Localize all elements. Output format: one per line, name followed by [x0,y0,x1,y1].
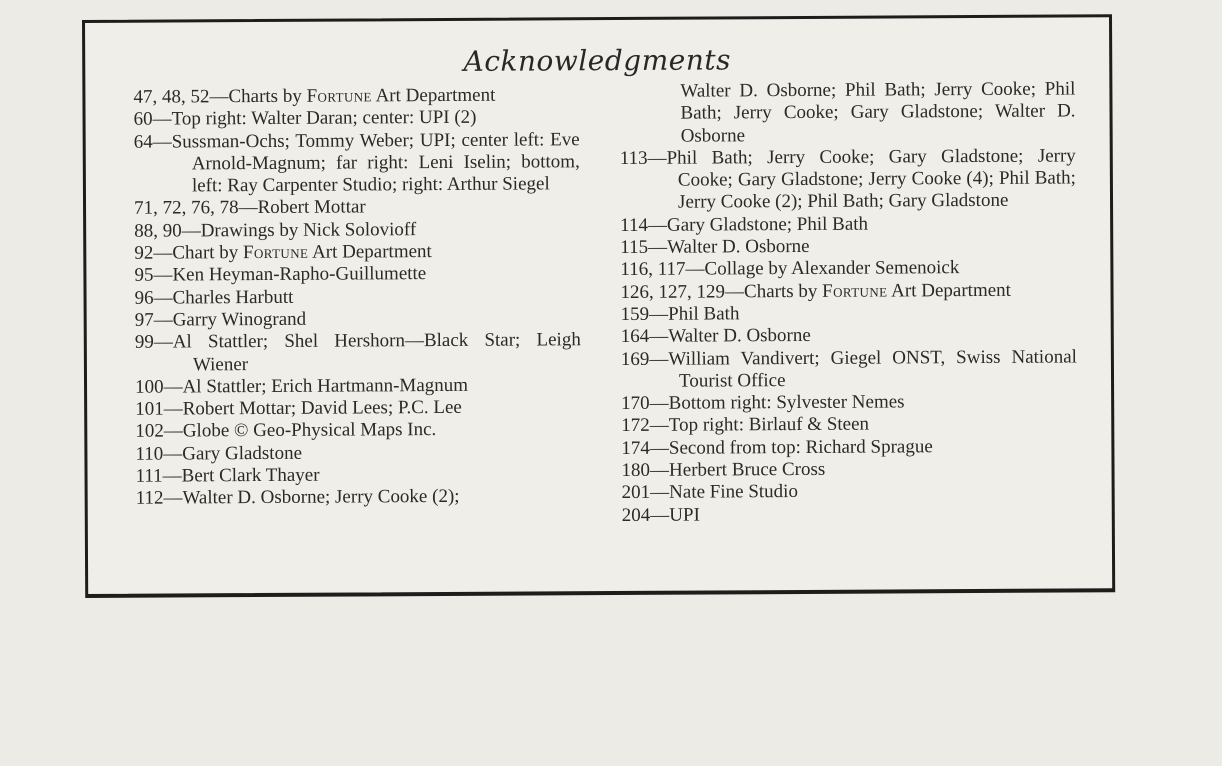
page-numbers: 113 [619,147,648,169]
page-numbers: 170 [621,392,650,415]
credit-text: Gary Gladstone; Phil Bath [666,213,869,236]
credit-entry: 95—Ken Heyman-Rapho-Guillumette [134,263,427,287]
credit-entry: 170—Bottom right: Sylvester Nemes [621,391,905,415]
credit-entry: 204—UPI [621,504,700,526]
page-numbers: 64 [133,131,153,153]
page-numbers: 172 [621,415,650,437]
credit-text: UPI [669,504,700,526]
credit-text: Nate Fine Studio [669,481,798,504]
credit-text: Bert Clark Thayer [181,464,320,487]
credit-text: Gary Gladstone [182,442,303,465]
credit-text: Robert Mottar [257,196,366,219]
credit-text: Top right: Walter Daran; center: UPI (2) [171,107,477,130]
page-title: Acknowledgments [463,43,732,78]
credit-text: Collage by Alexander Semenoick [704,257,960,280]
credit-entry: 110—Gary Gladstone [135,442,303,465]
page-numbers: 101 [135,398,164,420]
credit-text: Top right: Birlauf & Steen [668,414,870,437]
credit-text: Second from top: Richard Sprague [668,436,933,459]
credit-entry [619,78,1075,147]
credit-text: William Vandivert; Giegel ONST, Swiss National Tourist Office [668,346,1077,392]
credit-text: Herbert Bruce Cross [668,458,826,481]
page-numbers: 164 [620,326,650,348]
credit-text: Phil Bath [668,303,740,325]
page-numbers: 88, 90 [134,220,182,242]
page-numbers: 47, 48, 52 [133,86,210,108]
page-numbers: 174 [621,437,650,459]
credit-entry: 169—William Vandivert; Giegel ONST, Swiss National Tourist Office [620,346,1077,392]
credit-text-continued: Art Department [371,84,496,107]
credit-text: Globe © Geo-Physical Maps Inc. [182,419,437,442]
page-numbers: 111 [135,465,163,487]
credit-text: Charts by [228,85,307,108]
credit-entry: 126, 127, 129—Charts by Fortune Art Department [620,279,1011,303]
credit-entry: 101—Robert Mottar; David Lees; P.C. Lee [135,397,462,420]
page-numbers: 96 [134,287,154,309]
page-numbers: 97 [134,309,154,331]
credit-entry: 96—Charles Harbutt [134,286,294,309]
left-column [133,84,581,510]
page-numbers: 180 [621,459,651,482]
credit-text: Ken Heyman-Rapho-Guillumette [172,263,427,286]
page-numbers: 71, 72, 76, 78 [133,197,239,220]
credit-entry: 115—Walter D. Osborne [620,236,810,259]
page-numbers: 116, 117 [620,259,686,281]
credit-text: Garry Winogrand [172,308,307,331]
credit-entry: 60—Top right: Walter Daran; center: UPI (2) [133,107,477,131]
credit-entry: 174—Second from top: Richard Sprague [621,436,933,459]
page-numbers: 95 [134,264,154,287]
credit-entry: 164—Walter D. Osborne [620,325,811,348]
credit-entry: 111—Bert Clark Thayer [135,464,320,487]
credit-text: Walter D. Osborne; Phil Bath; Jerry Cooke; Phil Bath; Jerry Cooke; Gary Gladstone; Walter D. Osborne [680,78,1076,147]
page-numbers: 169 [620,348,650,370]
page-numbers: 159 [620,303,650,325]
credit-text: Al Stattler; Erich Hartmann-Magnum [182,374,469,398]
credit-entry: 159—Phil Bath [620,303,740,325]
page-numbers: 126, 127, 129 [620,281,726,303]
right-column [619,78,1077,526]
credit-entry: 116, 117—Collage by Alexander Semenoick [620,257,960,281]
credit-entry: 102—Globe © Geo-Physical Maps Inc. [135,419,437,443]
credit-text-continued: Art Department [308,241,432,263]
credit-entry: 172—Top right: Birlauf & Steen [621,414,870,437]
page-numbers: 112 [135,487,164,510]
page-numbers: 100 [134,376,164,398]
credit-text: Bottom right: Sylvester Nemes [668,391,905,414]
credit-text: Walter D. Osborne; Jerry Cooke (2); [182,486,460,509]
credit-text: Charts by [743,280,823,302]
credit-text: Drawings by Nick Solovioff [200,218,417,242]
credit-entry: 112—Walter D. Osborne; Jerry Cooke (2); [135,486,460,510]
credit-text: Chart by [172,242,244,264]
page-numbers: 201 [621,482,651,504]
credit-text: Charles Harbutt [172,286,294,309]
credit-text: Robert Mottar; David Lees; P.C. Lee [182,397,462,420]
credit-entry: 113—Phil Bath; Jerry Cooke; Gary Gladstone; Jerry Cooke; Gary Gladstone; Jerry Cooke (4); Phil Bath; Jerry Cooke (2); Phil Bath; Gary Gladstone [619,145,1076,214]
credit-text: Al Stattler; Shel Hershorn—Black Star; Leigh Wiener [172,329,581,375]
credit-entry: 99—Al Stattler; Shel Hershorn—Black Star; Leigh Wiener [134,329,581,375]
credit-text: Sussman-Ochs; Tommy Weber; UPI; center left: Eve Arnold-Magnum; far right: Leni Iselin; bottom, left: Ray Carpenter Studio; right: Arthur Siegel [171,128,580,197]
page-numbers: 110 [135,443,164,465]
page-numbers: 204 [621,504,651,526]
credit-entry: 92—Chart by Fortune Art Department [134,241,432,264]
page-numbers: 99 [134,331,154,353]
page-numbers: 60 [133,108,153,131]
credit-entry: 114—Gary Gladstone; Phil Bath [620,213,869,236]
page-numbers: 102 [135,421,164,443]
credit-entry: 71, 72, 76, 78—Robert Mottar [133,196,366,220]
credit-entry: 201—Nate Fine Studio [621,481,798,504]
page-numbers: 92 [134,242,154,264]
credit-entry: 100—Al Stattler; Erich Hartmann-Magnum [134,374,469,398]
credit-entry: 180—Herbert Bruce Cross [621,458,826,482]
magazine-name: Fortune [306,85,372,107]
credit-text-continued: Art Department [887,279,1011,302]
credit-entry: 88, 90—Drawings by Nick Solovioff [134,218,417,242]
credit-text: Walter D. Osborne [667,236,810,258]
acknowledgments-box [82,14,1115,598]
credit-entry: 64—Sussman-Ochs; Tommy Weber; UPI; center left: Eve Arnold-Magnum; far right: Leni Iselin; bottom, left: Ray Carpenter Studio; right: Arthur Siegel [133,128,580,197]
credit-entry: 47, 48, 52—Charts by Fortune Art Department [133,84,496,108]
credit-text: Walter D. Osborne [668,325,811,347]
page-numbers: 114 [620,214,649,236]
magazine-name: Fortune [242,241,309,264]
page-numbers: 115 [620,236,649,259]
credit-text: Phil Bath; Jerry Cooke; Gary Gladstone; Jerry Cooke; Gary Gladstone; Jerry Cooke (4); Phil Bath; Jerry Cooke (2); Phil Bath; Gary Gladstone [666,145,1076,214]
magazine-name: Fortune [822,280,888,302]
credit-entry: 97—Garry Winogrand [134,308,307,331]
